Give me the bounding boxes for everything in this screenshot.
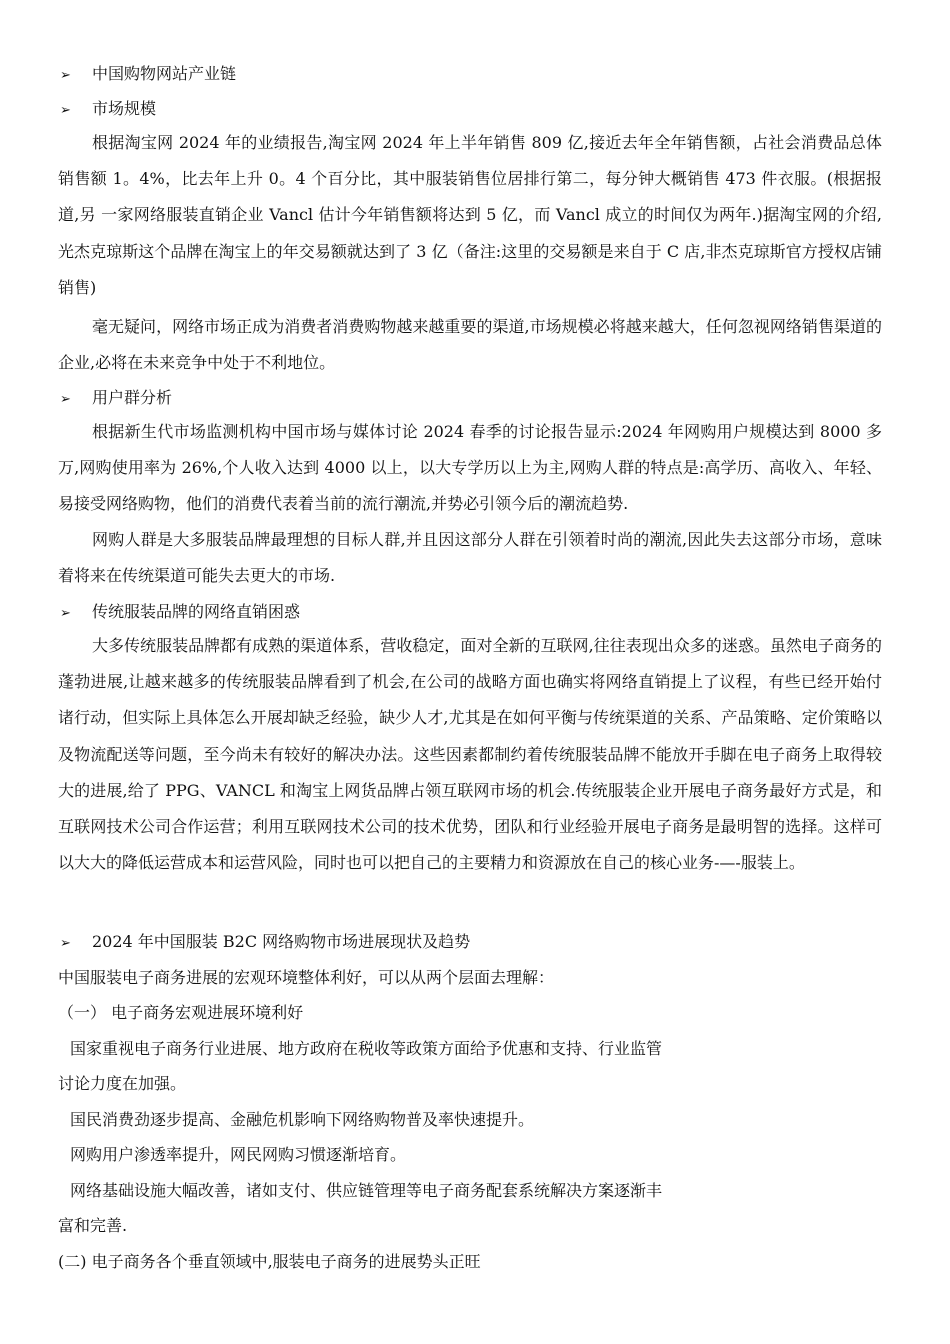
paragraph-user-conclusion: 网购人群是大多服装品牌最理想的目标人群,并且因这部分人群在引领着时尚的潮流,因此失去这部分市场，意味着将来在传统渠道可能失去更大的市场. (58, 530, 882, 586)
paragraph-market-conclusion: 毫无疑问，网络市场正成为消费者消费购物越来越重要的渠道,市场规模必将越来越大，任何忽视网络销售渠道的企业,必将在未来竞争中处于不利地位。 (58, 317, 882, 373)
bullet-item (60, 64, 900, 84)
paragraph-user-report: 根据新生代市场监测机构中国市场与媒体讨论 2024 春季的讨论报告显示:2024 年网购用户规模达到 8000 多万,网购使用率为 26%,个人收入达到 4000 以上，以大专学历以上为主,网购人群的特点是:高学历、高收入、年轻、易接受网络购物，他们的消费代表着当前的流行潮流,并势必引领今后的潮流趋势. (58, 422, 882, 514)
bullet-item (60, 602, 900, 622)
intro-line: 中国服装电子商务进展的宏观环境整体利好，可以从两个层面去理解： (58, 968, 555, 987)
arrowhead-bullet-icon: ➢ (60, 936, 71, 951)
bullet-text: 2024 年中国服装 B2C 网络购物市场进展现状及趋势 (92, 932, 471, 951)
arrowhead-bullet-icon: ➢ (60, 103, 71, 118)
bullet-text: 用户群分析 (92, 388, 173, 407)
list-item-continued: 讨论力度在加强。 (58, 1074, 187, 1093)
bullet-text: 中国购物网站产业链 (92, 64, 237, 83)
section-heading: (二) 电子商务各个垂直领域中,服装电子商务的进展势头正旺 (58, 1252, 481, 1271)
arrowhead-bullet-icon: ➢ (60, 68, 71, 83)
arrowhead-bullet-icon: ➢ (60, 606, 71, 621)
list-item: 国民消费劲逐步提高、金融危机影响下网络购物普及率快速提升。 (70, 1110, 535, 1129)
list-item: 网购用户渗透率提升，网民网购习惯逐渐培育。 (70, 1145, 407, 1164)
arrowhead-bullet-icon: ➢ (60, 392, 71, 407)
list-item: 网络基础设施大幅改善，诸如支付、供应链管理等电子商务配套系统解决方案逐渐丰 (70, 1181, 663, 1200)
paragraph-market-report: 根据淘宝网 2024 年的业绩报告,淘宝网 2024 年上半年销售 809 亿,接近去年全年销售额，占社会消费品总体销售额 1。4%，比去年上升 0。4 个百分比，其中服装销售位居排行第二，每分钟大概销售 473 件衣服。(根据报道,另 一家网络服装直销企业 Vancl 估计今年销售额将达到 5 亿，而 Vancl 成立的时间仅为两年.)据淘宝网的介绍,光杰克琼斯这个品牌在淘宝上的年交易额就达到了 3 亿（备注:这里的交易额是来自于 C 店,非杰克琼斯官方授权店铺销售) (58, 133, 882, 297)
list-item: 国家重视电子商务行业进展、地方政府在税收等政策方面给予优惠和支持、行业监管 (70, 1039, 663, 1058)
bullet-item (60, 388, 900, 408)
paragraph-traditional-brands: 大多传统服装品牌都有成熟的渠道体系，营收稳定，面对全新的互联网,往往表现出众多的迷惑。虽然电子商务的蓬勃进展,让越来越多的传统服装品牌看到了机会,在公司的战略方面也确实将网络直销提上了议程，有些已经开始付诸行动，但实际上具体怎么开展却缺乏经验，缺少人才,尤其是在如何平衡与传统渠道的关系、产品策略、定价策略以及物流配送等问题，至今尚未有较好的解决办法。这些因素都制约着传统服装品牌不能放开手脚在电子商务上取得较大的进展,给了 PPG、VANCL 和淘宝上网货品牌占领互联网市场的机会.传统服装企业开展电子商务最好方式是，和互联网技术公司合作运营；利用互联网技术公司的技术优势，团队和行业经验开展电子商务是最明智的选择。这样可以大大的降低运营成本和运营风险，同时也可以把自己的主要精力和资源放在自己的核心业务-—-服装上。 (58, 636, 882, 873)
bullet-item (60, 932, 900, 952)
bullet-item (60, 99, 900, 119)
list-item-continued: 富和完善. (58, 1216, 128, 1235)
section-heading: （一） 电子商务宏观进展环境利好 (58, 1003, 304, 1022)
bullet-text: 传统服装品牌的网络直销困惑 (92, 602, 301, 621)
bullet-text: 市场规模 (92, 99, 157, 118)
